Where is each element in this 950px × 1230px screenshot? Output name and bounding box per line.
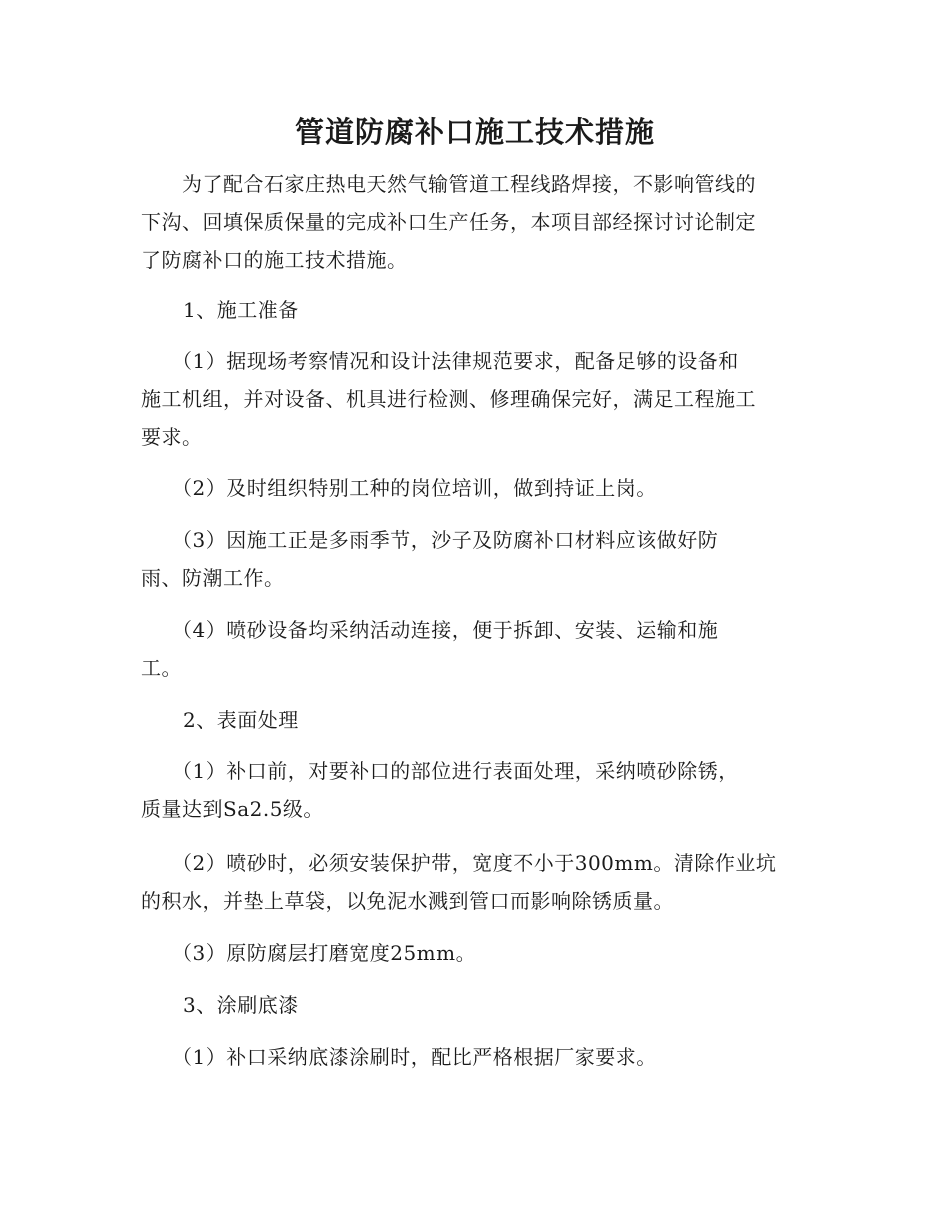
section-heading-2: 2、表面处理 (183, 708, 299, 732)
text-line: （2）喷砂时，必须安装保护带，宽度不小于300mm。清除作业坑 (141, 851, 777, 875)
paragraph-2-3 (141, 934, 811, 972)
paragraph-1-2 (141, 469, 811, 507)
paragraph-3-1 (141, 1038, 811, 1076)
text-line: （3）因施工正是多雨季节，沙子及防腐补口材料应该做好防 (141, 528, 719, 552)
section-heading-3: 3、涂刷底漆 (183, 993, 299, 1017)
document-title: 管道防腐补口施工技术措施 (294, 115, 655, 149)
text-line: （1）补口采纳底漆涂刷时，配比严格根据厂家要求。 (141, 1045, 657, 1069)
intro-paragraph (141, 165, 811, 279)
text-line: （4）喷砂设备均采纳活动连接，便于拆卸、安装、运输和施 (141, 618, 719, 642)
section-heading-1: 1、施工准备 (183, 298, 299, 322)
text-line: 工。 (141, 656, 182, 680)
text-line: 要求。 (141, 425, 203, 449)
paragraph-1-4 (141, 611, 811, 687)
text-line: （1）据现场考察情况和设计法律规范要求，配备足够的设备和 (141, 349, 739, 373)
paragraph-2-1 (141, 752, 811, 828)
text-line: （2）及时组织特别工种的岗位培训，做到持证上岗。 (141, 476, 657, 500)
text-line: 下沟、回填保质保量的完成补口生产任务，本项目部经探讨讨论制定 (141, 210, 756, 234)
text-line: 施工机组，并对设备、机具进行检测、修理确保完好，满足工程施工 (141, 387, 756, 411)
text-line: （1）补口前，对要补口的部位进行表面处理，采纳喷砂除锈， (141, 759, 739, 783)
text-line: 为了配合石家庄热电天然气输管道工程线路焊接，不影响管线的 (141, 172, 756, 196)
text-line: 质量达到Sa2.5级。 (141, 797, 324, 821)
paragraph-2-2 (141, 844, 811, 920)
paragraph-1-3 (141, 521, 811, 597)
text-line: 雨、防潮工作。 (141, 566, 285, 590)
paragraph-1-1 (141, 342, 811, 456)
text-line: （3）原防腐层打磨宽度25mm。 (141, 941, 477, 965)
text-line: 了防腐补口的施工技术措施。 (141, 248, 408, 272)
text-line: 的积水，并垫上草袋，以免泥水溅到管口而影响除锈质量。 (141, 889, 674, 913)
